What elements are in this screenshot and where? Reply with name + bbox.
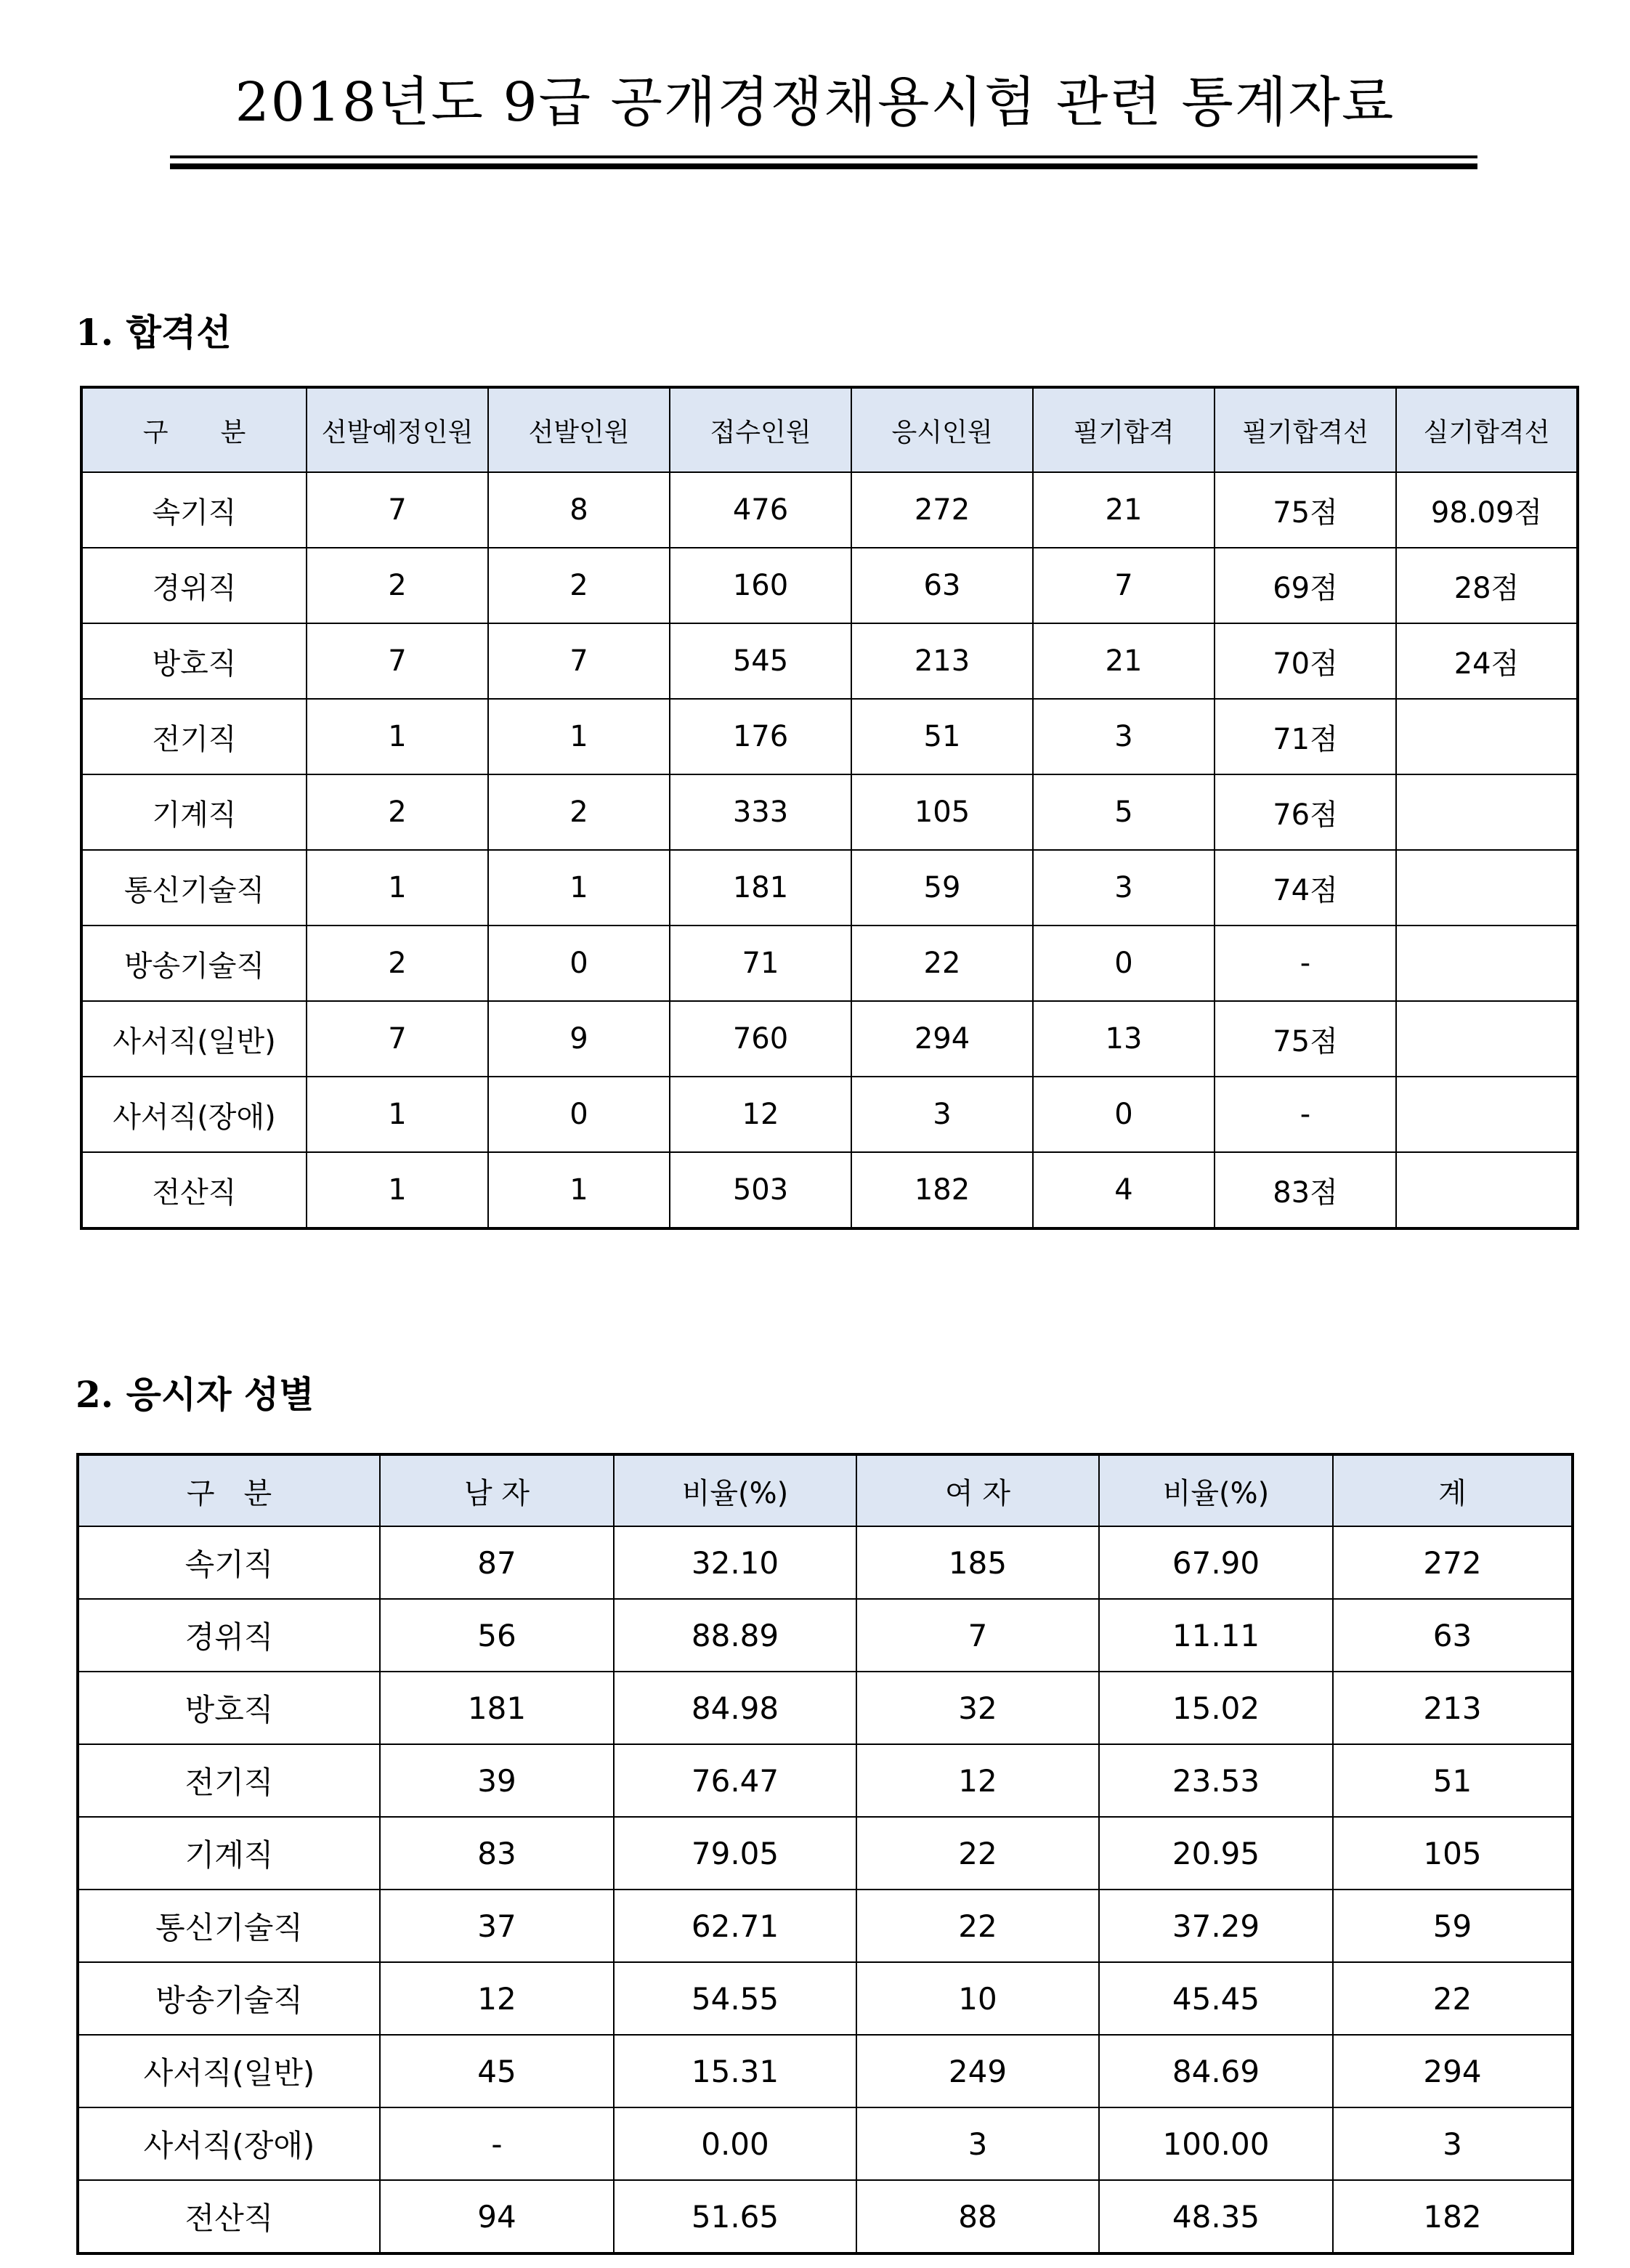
table-cell — [1396, 1152, 1578, 1228]
table-cell: 51 — [1333, 1744, 1573, 1817]
column-header: 접수인원 — [670, 387, 851, 472]
table-cell: 98.09점 — [1396, 472, 1578, 548]
table-cell: 333 — [670, 774, 851, 850]
table-cell: 1 — [488, 699, 670, 774]
column-header: 여 자 — [856, 1454, 1099, 1526]
table-cell — [1396, 1001, 1578, 1077]
table-cell: 79.05 — [614, 1817, 856, 1890]
table-cell: 1 — [307, 1077, 488, 1152]
table-cell: 20.95 — [1099, 1817, 1333, 1890]
row-label-cell: 방송기술직 — [81, 926, 307, 1001]
table-cell: 37 — [380, 1890, 614, 1962]
table-cell: 71점 — [1215, 699, 1396, 774]
table-cell — [1396, 699, 1578, 774]
table-cell: 83 — [380, 1817, 614, 1890]
table-row — [78, 2035, 1573, 2107]
column-header: 비율(%) — [614, 1454, 856, 1526]
table-cell: 272 — [851, 472, 1033, 548]
table-cell: 7 — [488, 623, 670, 699]
title-underline-thin — [170, 155, 1477, 158]
column-header: 선발예정인원 — [307, 387, 488, 472]
column-header: 선발인원 — [488, 387, 670, 472]
table-cell: 3 — [1033, 699, 1215, 774]
table-cell: 45.45 — [1099, 1962, 1333, 2035]
table-cell: 10 — [856, 1962, 1099, 2035]
table-cell: 24점 — [1396, 623, 1578, 699]
table-cell: 3 — [851, 1077, 1033, 1152]
column-header: 응시인원 — [851, 387, 1033, 472]
table-cell: 100.00 — [1099, 2107, 1333, 2180]
column-header: 필기합격 — [1033, 387, 1215, 472]
table-cell: 88.89 — [614, 1599, 856, 1672]
table-row — [81, 623, 1578, 699]
column-header: 비율(%) — [1099, 1454, 1333, 1526]
table-cell: 56 — [380, 1599, 614, 1672]
table-cell: 4 — [1033, 1152, 1215, 1228]
table-cell: 59 — [851, 850, 1033, 926]
table-cell: 84.69 — [1099, 2035, 1333, 2107]
document-title: 2018년도 9급 공개경쟁채용시험 관련 통계자료 — [235, 71, 1395, 134]
table-cell: 32 — [856, 1672, 1099, 1744]
table-cell: 0.00 — [614, 2107, 856, 2180]
table-cell: 54.55 — [614, 1962, 856, 2035]
row-label-cell: 통신기술직 — [81, 850, 307, 926]
table-row — [78, 1890, 1573, 1962]
table-cell: 503 — [670, 1152, 851, 1228]
table-row — [78, 1817, 1573, 1890]
row-label-cell: 통신기술직 — [78, 1890, 380, 1962]
table-cell: - — [380, 2107, 614, 2180]
table-row — [81, 472, 1578, 548]
table-cell: 69점 — [1215, 548, 1396, 623]
table-cell: 5 — [1033, 774, 1215, 850]
table-cell: 37.29 — [1099, 1890, 1333, 1962]
table-cell: 28점 — [1396, 548, 1578, 623]
table-cell: 7 — [307, 472, 488, 548]
table-cell: 2 — [488, 774, 670, 850]
table-cell: 2 — [307, 926, 488, 1001]
table-cell: 185 — [856, 1526, 1099, 1599]
row-label-cell: 사서직(장애) — [81, 1077, 307, 1152]
table-cell: 87 — [380, 1526, 614, 1599]
table-cell: 63 — [1333, 1599, 1573, 1672]
row-label-cell: 사서직(일반) — [78, 2035, 380, 2107]
column-header: 실기합격선 — [1396, 387, 1578, 472]
table-row — [81, 774, 1578, 850]
table-cell: 1 — [307, 1152, 488, 1228]
row-label-cell: 전기직 — [81, 699, 307, 774]
table-cell: 63 — [851, 548, 1033, 623]
row-label-cell: 사서직(장애) — [78, 2107, 380, 2180]
table-cell: 74점 — [1215, 850, 1396, 926]
table-cell: 160 — [670, 548, 851, 623]
table-cell: 21 — [1033, 472, 1215, 548]
table-cell: 7 — [307, 1001, 488, 1077]
table-cell: 2 — [488, 548, 670, 623]
table-cell: 83점 — [1215, 1152, 1396, 1228]
table-cell: 48.35 — [1099, 2180, 1333, 2253]
table-cell: - — [1215, 926, 1396, 1001]
row-label-cell: 경위직 — [78, 1599, 380, 1672]
table-cell — [1396, 926, 1578, 1001]
table-cell: 71 — [670, 926, 851, 1001]
table-row — [78, 1744, 1573, 1817]
table-cell: 1 — [488, 1152, 670, 1228]
table-cell: 12 — [670, 1077, 851, 1152]
table-cell: 15.31 — [614, 2035, 856, 2107]
table-cell: 70점 — [1215, 623, 1396, 699]
table-row — [81, 1001, 1578, 1077]
table-cell: 8 — [488, 472, 670, 548]
table-cell — [1396, 850, 1578, 926]
table-cell: 1 — [307, 699, 488, 774]
pass-marks-table — [80, 386, 1579, 1230]
table-cell: 213 — [1333, 1672, 1573, 1744]
table-cell: 176 — [670, 699, 851, 774]
table-cell: 15.02 — [1099, 1672, 1333, 1744]
row-label-cell: 기계직 — [81, 774, 307, 850]
table-cell: 3 — [1033, 850, 1215, 926]
table-cell: 213 — [851, 623, 1033, 699]
table-cell: 476 — [670, 472, 851, 548]
table-row — [78, 1599, 1573, 1672]
table-cell: 9 — [488, 1001, 670, 1077]
table-cell: 88 — [856, 2180, 1099, 2253]
column-header: 구 분 — [81, 387, 307, 472]
column-header: 구 분 — [78, 1454, 380, 1526]
table-row — [78, 1962, 1573, 2035]
table-cell: 294 — [851, 1001, 1033, 1077]
column-header: 계 — [1333, 1454, 1573, 1526]
table-cell: 545 — [670, 623, 851, 699]
table-row — [78, 1672, 1573, 1744]
table-cell: 105 — [851, 774, 1033, 850]
section-heading-applicant-gender: 2. 응시자 성별 — [76, 1373, 315, 1416]
table-cell: 249 — [856, 2035, 1099, 2107]
row-label-cell: 기계직 — [78, 1817, 380, 1890]
table-cell: 32.10 — [614, 1526, 856, 1599]
table-cell: 272 — [1333, 1526, 1573, 1599]
title-underline-thick — [170, 163, 1477, 169]
table-cell: 2 — [307, 548, 488, 623]
table-cell: - — [1215, 1077, 1396, 1152]
table-row — [81, 926, 1578, 1001]
table-row — [78, 2180, 1573, 2253]
table-cell: 22 — [856, 1817, 1099, 1890]
table-cell: 7 — [1033, 548, 1215, 623]
table-row — [81, 1152, 1578, 1228]
table-cell: 67.90 — [1099, 1526, 1333, 1599]
row-label-cell: 속기직 — [81, 472, 307, 548]
table-cell: 39 — [380, 1744, 614, 1817]
table-cell: 3 — [1333, 2107, 1573, 2180]
row-label-cell: 전산직 — [78, 2180, 380, 2253]
table-cell: 62.71 — [614, 1890, 856, 1962]
table-cell: 2 — [307, 774, 488, 850]
table-row — [78, 2107, 1573, 2180]
table-row — [78, 1526, 1573, 1599]
table-cell: 94 — [380, 2180, 614, 2253]
table-cell: 1 — [488, 850, 670, 926]
table-cell: 22 — [856, 1890, 1099, 1962]
table-cell: 75점 — [1215, 472, 1396, 548]
table-row — [81, 1077, 1578, 1152]
table-cell: 760 — [670, 1001, 851, 1077]
table-cell: 23.53 — [1099, 1744, 1333, 1817]
table-cell: 51.65 — [614, 2180, 856, 2253]
section-heading-pass-marks: 1. 합격선 — [76, 311, 232, 354]
table-cell: 75점 — [1215, 1001, 1396, 1077]
table-cell: 182 — [1333, 2180, 1573, 2253]
row-label-cell: 방호직 — [78, 1672, 380, 1744]
table-cell: 45 — [380, 2035, 614, 2107]
table-cell: 181 — [670, 850, 851, 926]
row-label-cell: 방송기술직 — [78, 1962, 380, 2035]
table-cell: 12 — [856, 1744, 1099, 1817]
column-header: 남 자 — [380, 1454, 614, 1526]
table-cell: 182 — [851, 1152, 1033, 1228]
row-label-cell: 사서직(일반) — [81, 1001, 307, 1077]
table-header-row — [78, 1454, 1573, 1526]
table-cell: 0 — [488, 1077, 670, 1152]
table-cell: 22 — [1333, 1962, 1573, 2035]
table-cell: 7 — [856, 1599, 1099, 1672]
row-label-cell: 속기직 — [78, 1526, 380, 1599]
table-cell: 11.11 — [1099, 1599, 1333, 1672]
row-label-cell: 전기직 — [78, 1744, 380, 1817]
table-header-row — [81, 387, 1578, 472]
column-header: 필기합격선 — [1215, 387, 1396, 472]
table-cell: 13 — [1033, 1001, 1215, 1077]
table-cell: 0 — [488, 926, 670, 1001]
row-label-cell: 경위직 — [81, 548, 307, 623]
table-cell — [1396, 774, 1578, 850]
table-cell: 76.47 — [614, 1744, 856, 1817]
table-row — [81, 699, 1578, 774]
table-row — [81, 850, 1578, 926]
row-label-cell: 전산직 — [81, 1152, 307, 1228]
applicant-gender-table — [76, 1453, 1574, 2255]
table-cell: 59 — [1333, 1890, 1573, 1962]
table-row — [81, 548, 1578, 623]
table-cell: 51 — [851, 699, 1033, 774]
table-cell: 84.98 — [614, 1672, 856, 1744]
table-cell: 0 — [1033, 926, 1215, 1001]
table-cell: 294 — [1333, 2035, 1573, 2107]
table-cell: 181 — [380, 1672, 614, 1744]
table-cell: 7 — [307, 623, 488, 699]
row-label-cell: 방호직 — [81, 623, 307, 699]
table-cell: 76점 — [1215, 774, 1396, 850]
table-cell — [1396, 1077, 1578, 1152]
table-cell: 12 — [380, 1962, 614, 2035]
table-cell: 3 — [856, 2107, 1099, 2180]
table-cell: 21 — [1033, 623, 1215, 699]
table-cell: 22 — [851, 926, 1033, 1001]
table-cell: 0 — [1033, 1077, 1215, 1152]
table-cell: 105 — [1333, 1817, 1573, 1890]
table-cell: 1 — [307, 850, 488, 926]
